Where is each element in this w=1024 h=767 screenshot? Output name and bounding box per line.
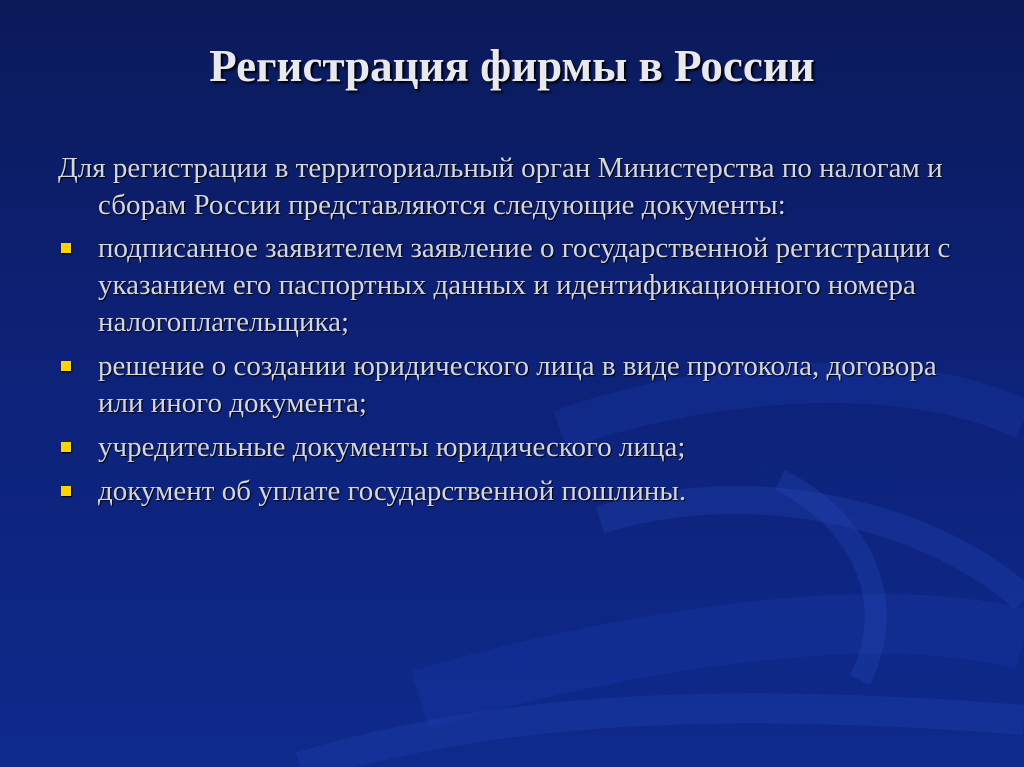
slide-body xyxy=(58,150,968,517)
square-bullet-icon xyxy=(61,243,71,253)
bullet-text: документ об уплате государственной пошлины. xyxy=(98,475,687,507)
list-item xyxy=(58,230,968,341)
list-item xyxy=(58,348,968,422)
intro-paragraph: Для регистрации в территориальный орган Министерства по налогам и сборам России представляются следующие документы: xyxy=(58,152,943,221)
list-item xyxy=(58,429,968,466)
bullet-text: подписанное заявителем заявление о государственной регистрации с указанием его паспортных данных и идентификационного номера налогоплательщика; xyxy=(98,232,951,338)
slide-title: Регистрация фирмы в России xyxy=(209,41,815,91)
bullet-list xyxy=(58,230,968,510)
list-item xyxy=(58,473,968,510)
square-bullet-icon xyxy=(61,442,71,452)
bullet-text: учредительные документы юридического лица; xyxy=(98,431,686,463)
square-bullet-icon xyxy=(61,486,71,496)
square-bullet-icon xyxy=(61,361,71,371)
bullet-text: решение о создании юридического лица в виде протокола, договора или иного документа; xyxy=(98,350,937,419)
